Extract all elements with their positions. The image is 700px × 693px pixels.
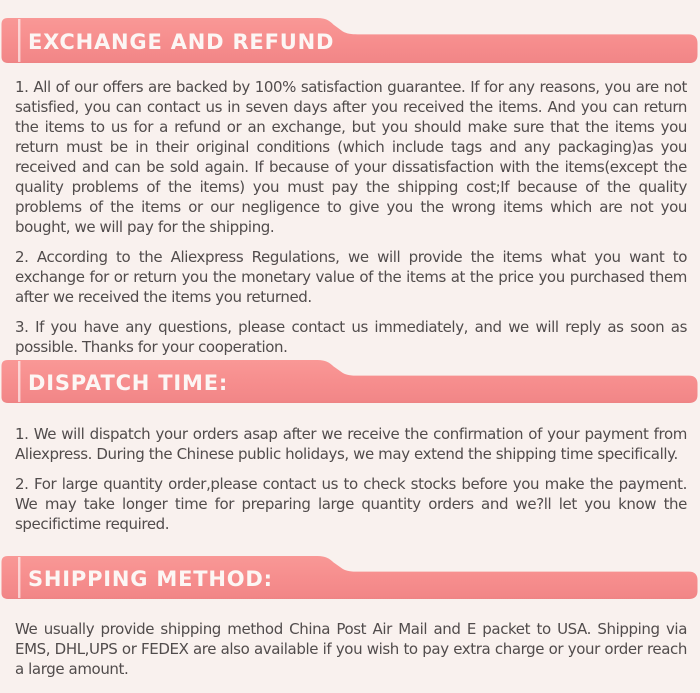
policy-paragraph: 1. We will dispatch your orders asap after we receive the confirmation of your payment from Aliexpress. During the Chinese public holidays, we may extend the shipping time specifically. [15, 425, 687, 463]
banner-accent-line [18, 557, 20, 598]
section-header-exchange-refund [1, 18, 698, 63]
policy-paragraph: We usually provide shipping method China Post Air Mail and E packet to USA. Shipping via EMS, DHL,UPS or FEDEX are also available if you wish to pay extra charge or your order reach a large amount. [15, 620, 687, 678]
section-body-exchange-refund [15, 77, 687, 360]
banner-accent-line [18, 19, 20, 62]
banner-accent-line [18, 361, 20, 402]
policy-paragraph: 2. For large quantity order,please contact us to check stocks before you make the payment. We may take longer time for preparing large quantity orders and we?ll let you know the specifictime required. [15, 475, 687, 533]
policy-paragraph: 1. All of our offers are backed by 100% satisfaction guarantee. If for any reasons, you are not satisfied, you can contact us in seven days after you received the items. And you can return the items to us for a refund or an exchange, but you should make sure that the items you return must be in their original conditions (which include tags and any packaging)as you received and can be sold again. If because of your dissatisfaction with the items(except the quality problems of the items) you must pay the shipping cost;If because of the quality problems of the items or our negligence to give you the wrong items which are not you bought, we will pay for the shipping. [15, 78, 687, 236]
section-title: DISPATCH TIME: [28, 370, 229, 395]
section-header-dispatch-time [1, 360, 698, 403]
section-body-shipping-method [15, 619, 687, 689]
policy-paragraph: 2. According to the Aliexpress Regulations, we will provide the items what you want to exchange for or return you the monetary value of the items at the price you purchased them after we received the items you returned. [15, 248, 687, 306]
section-title: SHIPPING METHOD: [28, 566, 273, 591]
section-title: EXCHANGE AND REFUND [28, 29, 335, 54]
section-header-shipping-method [1, 556, 698, 599]
section-body-dispatch-time [15, 424, 687, 555]
policy-paragraph: 3. If you have any questions, please contact us immediately, and we will reply as soon as possible. Thanks for your cooperation. [15, 318, 687, 356]
